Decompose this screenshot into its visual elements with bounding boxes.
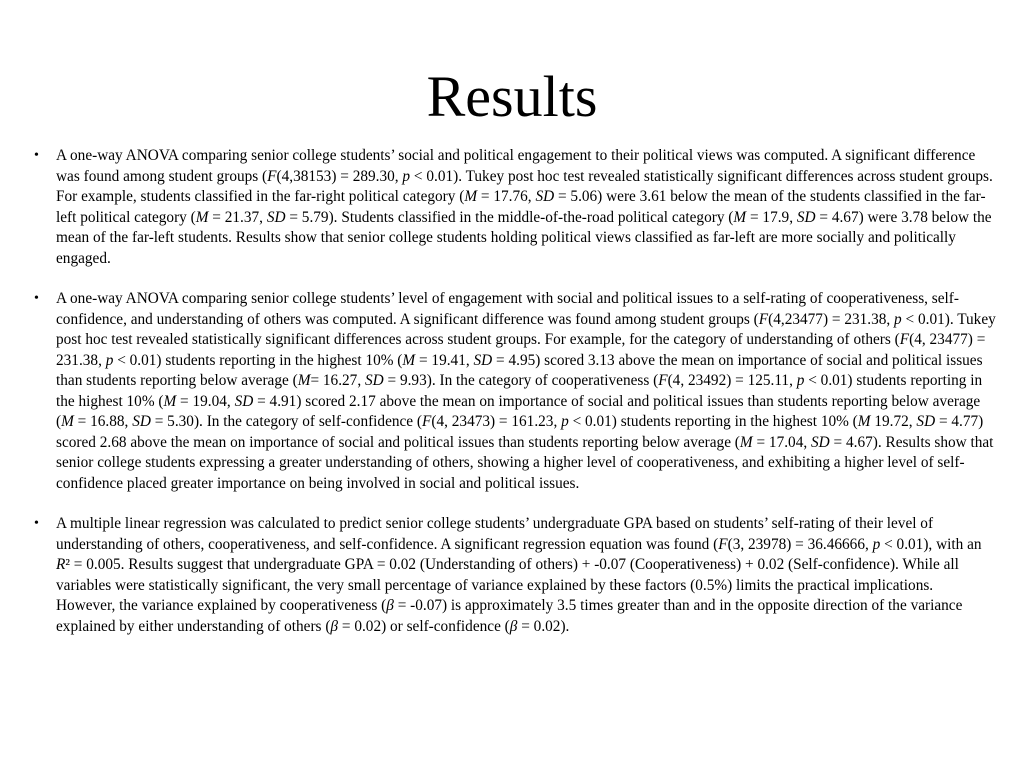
text-run: = 4.91) scored 2.17 above the mean on importance of social and political issues than students reporting below average (	[56, 392, 981, 430]
stat-symbol: M	[739, 433, 753, 451]
slide-title: Results	[426, 64, 598, 129]
stat-symbol: SD	[796, 208, 816, 226]
stat-symbol: p	[561, 413, 569, 430]
text-run: = 5.30). In the category of self-confidence (	[150, 413, 423, 430]
stat-symbol: M	[402, 351, 416, 369]
bullet-text	[56, 289, 996, 494]
text-run: = 17.76,	[477, 188, 536, 205]
text-run: = 4.95) scored 3.13 above the mean on importance of social and political issues than students reporting below average (	[56, 351, 983, 389]
stat-symbol: M	[297, 372, 311, 389]
text-run: A multiple linear regression was calculated to predict senior college students’ undergraduate GPA based on students’ self-rating of their level of understanding of others, cooperativeness, and self-confidence. A significant regression equation was found (	[56, 515, 934, 553]
text-run: = 19.04,	[176, 392, 235, 410]
stat-symbol: F	[267, 167, 277, 185]
stat-symbol: β	[330, 617, 339, 635]
stat-symbol: SD	[916, 413, 936, 430]
text-run: = 19.41,	[415, 351, 474, 369]
text-run: = 17.04,	[752, 433, 811, 451]
stat-symbol: SD	[266, 208, 286, 226]
bullet-item	[34, 146, 996, 269]
stat-symbol: F	[758, 310, 769, 328]
text-run: = 16.88,	[73, 413, 133, 430]
text-run: ² = 0.005. Results suggest that undergraduate GPA = 0.02 (Understanding of others) + -0.07 (Cooperativeness) + 0.02 (Self-confidence). While all variables were statistically significant, the very small percentage of variance explained by these factors (0.5%) limits the practical implications. However, the variance explained by cooperativeness (	[56, 556, 959, 614]
stat-symbol: SD	[234, 392, 254, 410]
results-bullet-list	[34, 146, 996, 657]
text-run: = 4.67) were 3.78 below the mean of the far-left students. Results show that senior college students holding political views classified as far-left are more socially and politically engaged.	[56, 208, 992, 267]
text-run: (4, 23492) = 125.11,	[667, 372, 797, 389]
stat-symbol: M	[195, 208, 209, 226]
stat-symbol: SD	[364, 372, 384, 389]
stat-symbol: M	[733, 208, 747, 226]
stat-symbol: F	[899, 331, 910, 348]
text-run: = 0.02) or self-confidence (	[338, 617, 510, 635]
stat-symbol: p	[105, 351, 114, 369]
bullet-item	[34, 514, 996, 637]
stat-symbol: SD	[811, 433, 830, 451]
text-run: = 5.79). Students classified in the middle-of-the-road political category (	[285, 208, 734, 226]
bullet-item	[34, 289, 996, 494]
stat-symbol: M	[163, 392, 177, 410]
stat-symbol: β	[509, 617, 518, 635]
stat-symbol: M	[857, 413, 871, 430]
text-run: = 5.06) were 3.61 below the mean of the students classified in the far-left political category (	[56, 188, 986, 226]
stat-symbol: F	[658, 372, 668, 389]
text-run: = 4.77) scored 2.68 above the mean on importance of social and political issues than students reporting below average (	[56, 413, 984, 451]
bullet-dot-icon: •	[34, 516, 39, 531]
text-run: < 0.01), with an	[880, 535, 982, 553]
stat-symbol: SD	[473, 351, 493, 369]
text-run: 19.72,	[870, 413, 917, 430]
text-run: = -0.07) is approximately 3.5 times greater than and in the opposite direction of the variance explained by either understanding of others (	[56, 597, 963, 635]
stat-symbol: F	[718, 535, 728, 553]
stat-symbol: SD	[535, 188, 555, 205]
text-run: < 0.01). Tukey post hoc test revealed statistically significant differences across student groups. For example, for the category of understanding of others (	[56, 310, 996, 348]
text-run: A one-way ANOVA comparing senior college students’ social and political engagement to their political views was computed. A significant difference was found among student groups (	[56, 147, 976, 185]
stat-symbol: p	[894, 310, 902, 328]
stat-symbol: p	[796, 372, 805, 389]
stat-symbol: M	[464, 188, 478, 205]
bullet-text	[56, 514, 996, 637]
stat-symbol: M	[61, 413, 74, 430]
text-run: (4, 23477) = 231.38,	[56, 331, 986, 369]
text-run: = 9.93). In the category of cooperativeness (	[383, 372, 659, 389]
text-run: (4, 23473) = 161.23,	[431, 413, 562, 430]
stat-symbol: β	[386, 597, 394, 614]
bullet-dot-icon: •	[34, 148, 39, 163]
text-run: < 0.01) students reporting in the highest 10% (	[568, 413, 858, 430]
text-run: = 21.37,	[208, 208, 267, 226]
text-run: = 16.27,	[310, 372, 365, 389]
stat-symbol: R	[56, 556, 66, 573]
stat-symbol: F	[422, 413, 432, 430]
stat-symbol: SD	[132, 413, 151, 430]
text-run: (4,38153) = 289.30,	[276, 167, 403, 185]
text-run: < 0.01) students reporting in the highest 10% (	[113, 351, 403, 369]
bullet-text	[56, 146, 996, 269]
text-run: = 4.67). Results show that senior college students expressing a greater understanding of others, showing a higher level of cooperativeness, and exhibiting a higher level of self-confidence placed greater importance on being involved in social and political issues.	[56, 433, 994, 492]
text-run: = 17.9,	[746, 208, 797, 226]
stat-symbol: p	[402, 167, 411, 185]
text-run: A one-way ANOVA comparing senior college students’ level of engagement with social and political issues to a self-rating of cooperativeness, self-confidence, and understanding of others was computed. A significant difference was found among student groups (	[56, 290, 959, 328]
stat-symbol: p	[872, 535, 881, 553]
text-run: (4,23477) = 231.38,	[768, 310, 895, 328]
text-run: < 0.01). Tukey post hoc test revealed statistically significant differences across student groups. For example, students classified in the far-right political category (	[56, 167, 993, 205]
text-run: = 0.02).	[517, 617, 570, 635]
text-run: (3, 23978) = 36.46666,	[727, 535, 873, 553]
text-run: < 0.01) students reporting in the highest 10% (	[56, 372, 983, 410]
bullet-dot-icon: •	[34, 291, 39, 306]
